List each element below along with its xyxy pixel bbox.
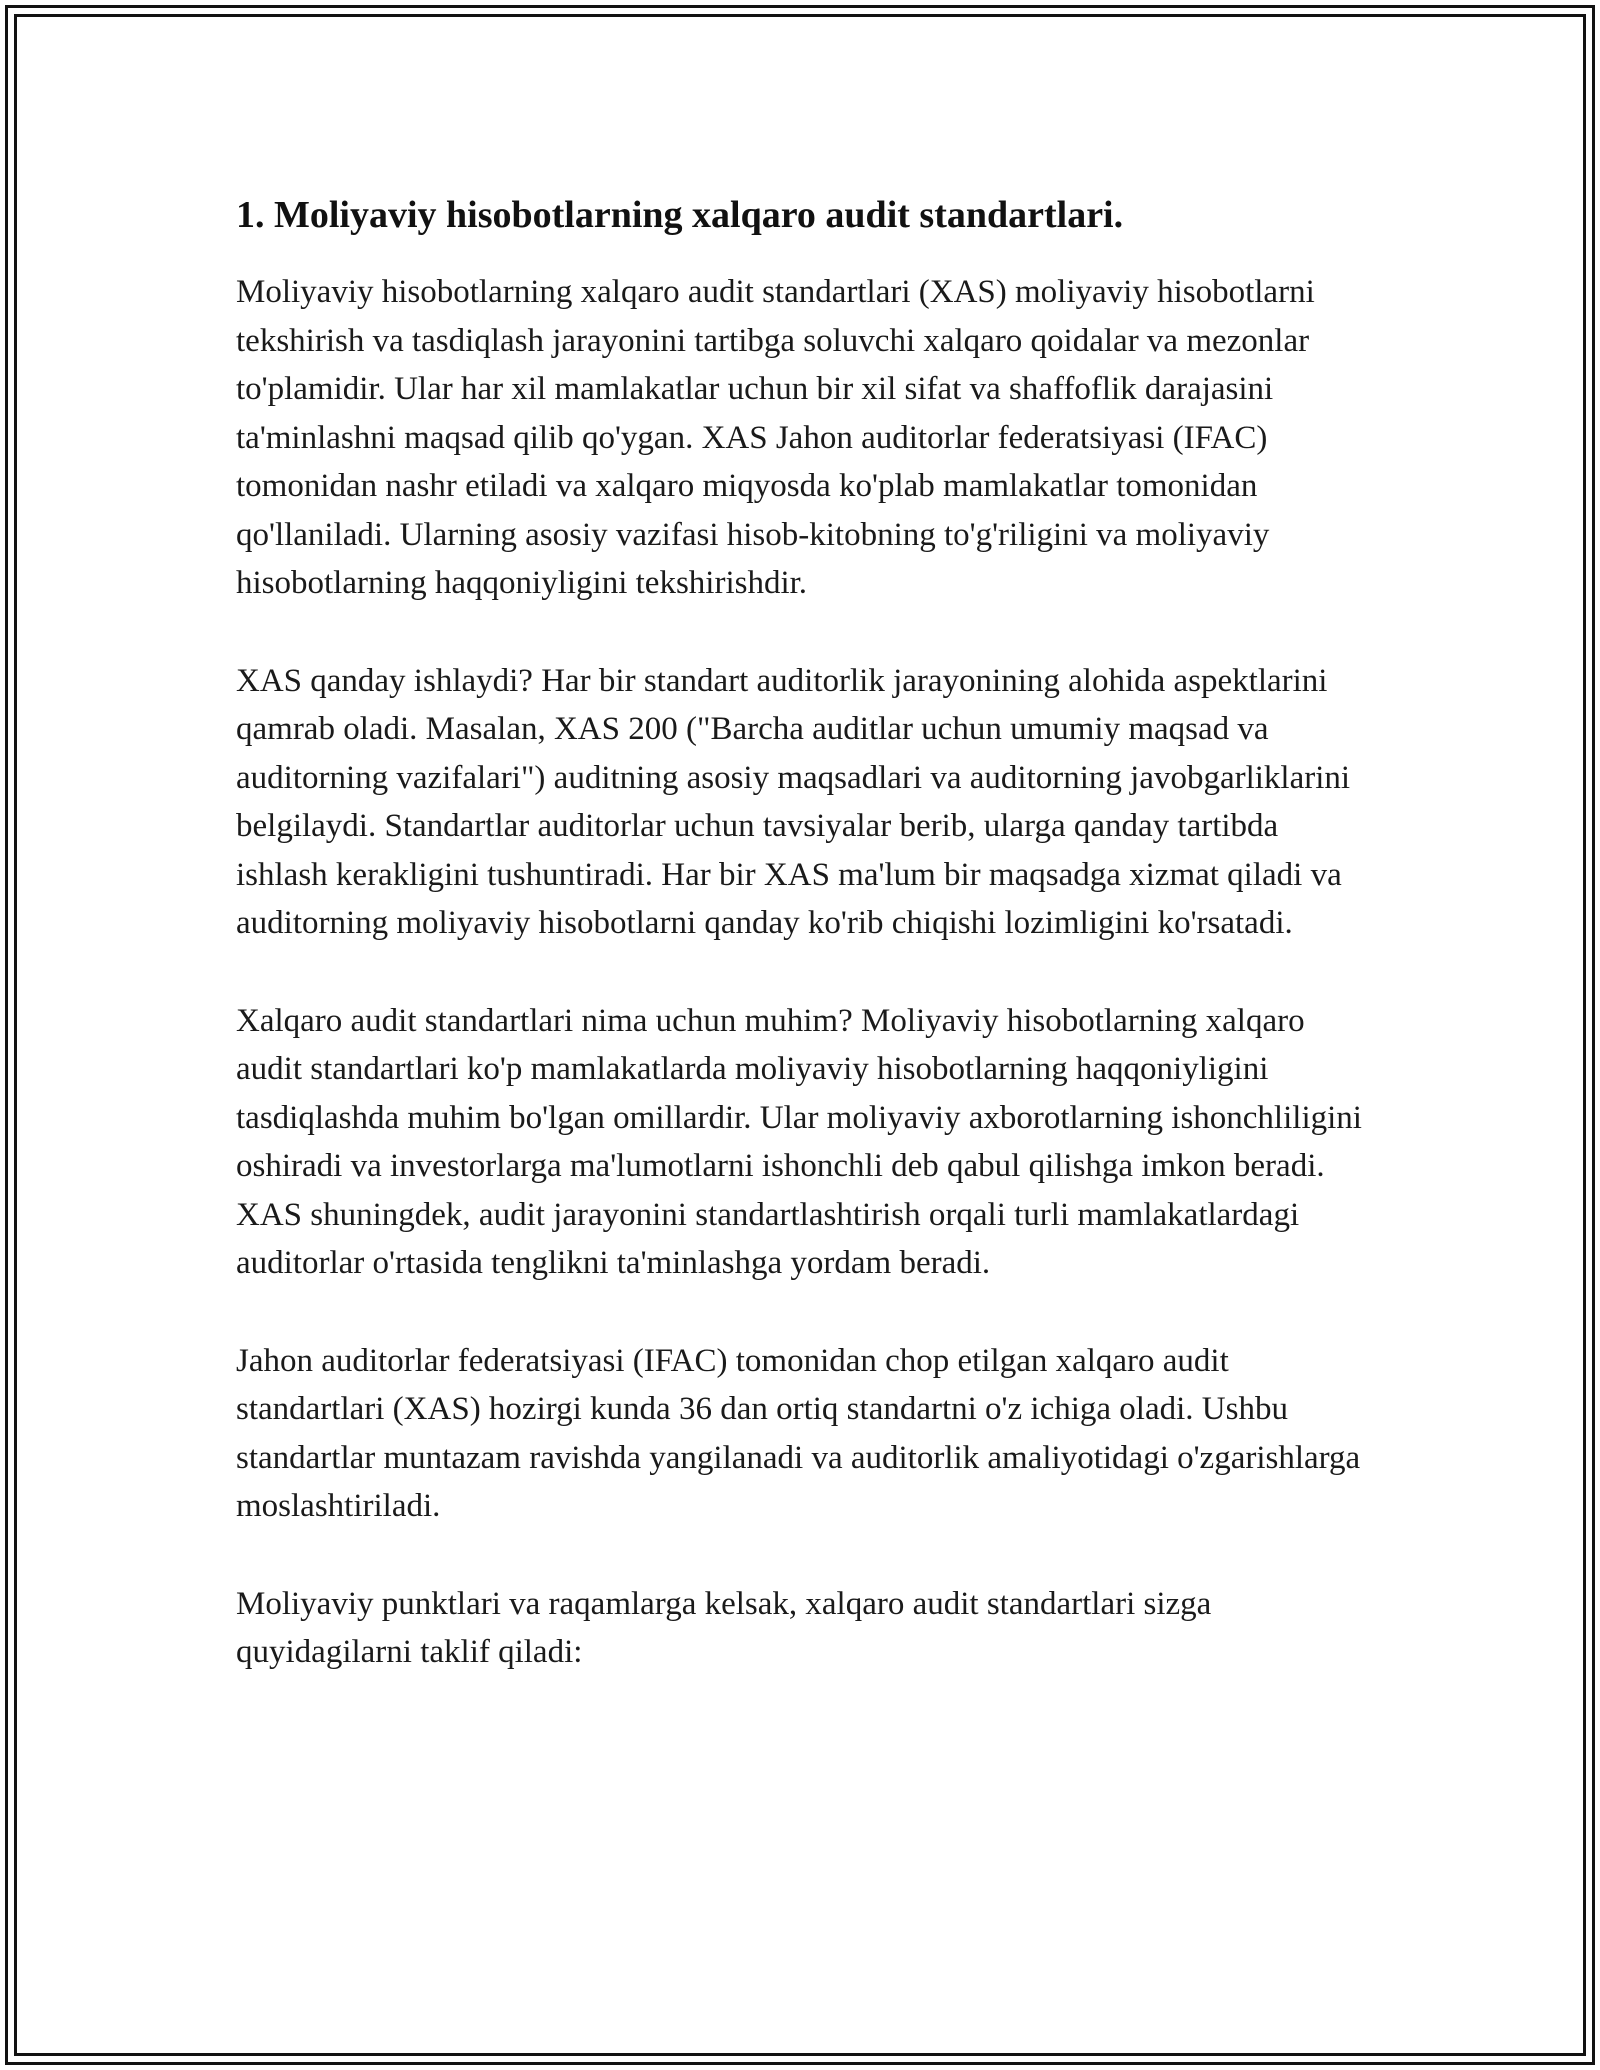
paragraph-ifac-standards: Jahon auditorlar federatsiyasi (IFAC) tomonidan chop etilgan xalqaro audit standartlari (XAS) hozirgi kunda 36 dan ortiq standartni o'z ichiga oladi. Ushbu standartlar muntazam ravishda yangilanadi va auditorlik amaliyotidagi o'zgarishlarga moslashtiriladi.: [236, 1342, 1361, 1524]
section-heading: 1. Moliyaviy hisobotlarning xalqaro audit standartlari.: [236, 194, 1124, 236]
paragraph-xas-definition: Moliyaviy hisobotlarning xalqaro audit standartlari (XAS) moliyaviy hisobotlarni tekshirish va tasdiqlash jarayonini tartibga soluvchi xalqaro qoidalar va mezonlar to'plamidir. Ular har xil mamlakatlar uchun bir xil sifat va shaffoflik darajasini ta'minlashni maqsad qilib qo'ygan. XAS Jahon auditorlar federatsiyasi (IFAC) tomonidan nashr etiladi va xalqaro miqyosda ko'plab mamlakatlar tomonidan qo'llaniladi. Ularning asosiy vazifasi hisob-kitobning to'g'riligini va moliyaviy hisobotlarning haqqoniyligini tekshirishdir.: [236, 274, 1315, 601]
document-body: [236, 190, 1366, 1726]
paragraph-how-xas-works: XAS qanday ishlaydi? Har bir standart auditorlik jarayonining alohida aspektlarini qamrab oladi. Masalan, XAS 200 ("Barcha auditlar uchun umumiy maqsad va auditorning vazifalari") auditning asosiy maqsadlari va auditorning javobgarliklarini belgilaydi. Standartlar auditorlar uchun tavsiyalar berib, ularga qanday tartibda ishlash kerakligini tushuntiradi. Har bir XAS ma'lum bir maqsadga xizmat qiladi va auditorning moliyaviy hisobotlarni qanday ko'rib chiqishi lozimligini ko'rsatadi.: [236, 662, 1351, 941]
paragraph-financial-points: Moliyaviy punktlari va raqamlarga kelsak, xalqaro audit standartlari sizga quyidagilarni taklif qiladi:: [236, 1585, 1212, 1670]
paragraph-why-important: Xalqaro audit standartlari nima uchun muhim? Moliyaviy hisobotlarning xalqaro audit standartlari ko'p mamlakatlarda moliyaviy hisobotlarning haqqoniyligini tasdiqlashda muhim bo'lgan omillardir. Ular moliyaviy axborotlarning ishonchliligini oshiradi va investorlarga ma'lumotlarni ishonchli deb qabul qilishga imkon beradi. XAS shuningdek, audit jarayonini standartlashtirish orqali turli mamlakatlardagi auditorlar o'rtasida tenglikni ta'minlashga yordam beradi.: [236, 1002, 1362, 1281]
